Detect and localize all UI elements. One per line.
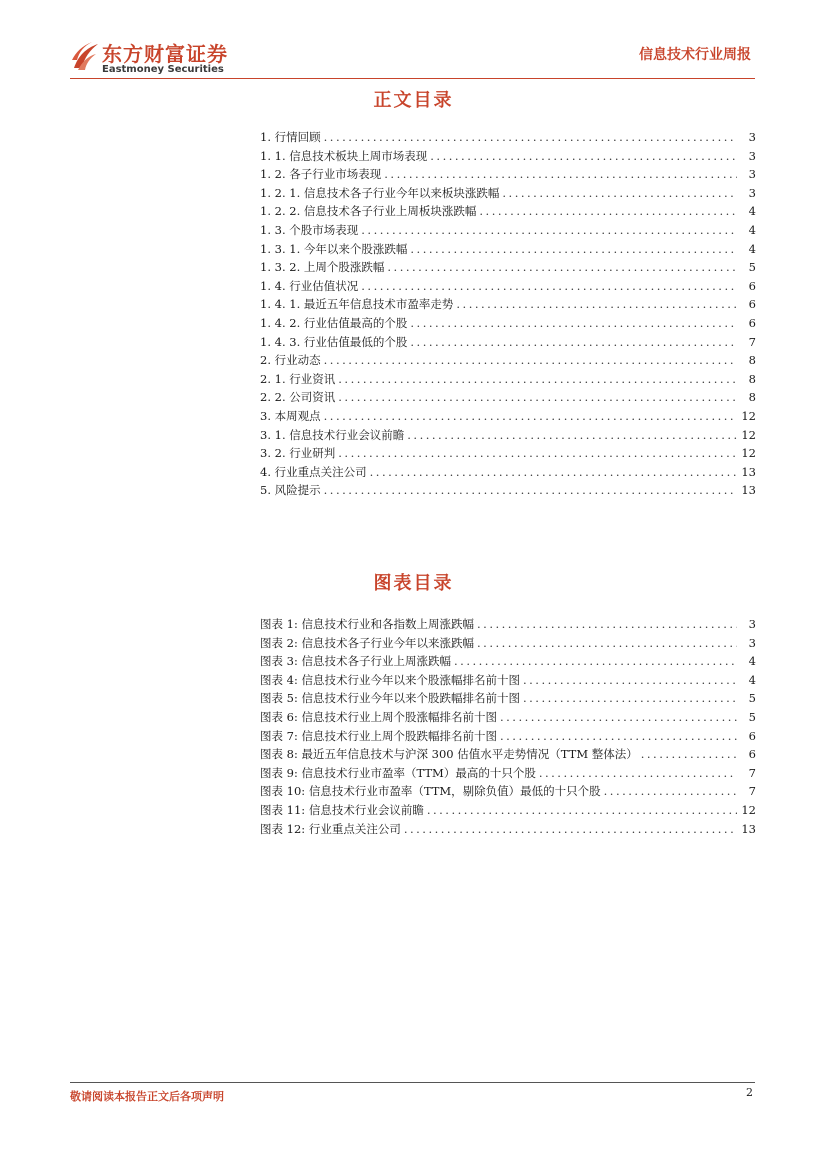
toc-entry-page: 4 bbox=[748, 222, 756, 237]
toc-entry[interactable] bbox=[260, 481, 756, 500]
dot-leader bbox=[338, 370, 737, 389]
toc-entry[interactable] bbox=[260, 463, 756, 482]
toc-entry[interactable] bbox=[260, 184, 756, 203]
toc-entry-label: 2. 2. 公司资讯 bbox=[260, 390, 336, 405]
dot-leader bbox=[410, 314, 737, 333]
figure-entry[interactable] bbox=[260, 820, 756, 839]
dot-leader bbox=[410, 240, 737, 259]
toc-entry-page: 6 bbox=[748, 315, 756, 330]
toc-entry[interactable] bbox=[260, 221, 756, 240]
figure-entry[interactable] bbox=[260, 652, 756, 671]
toc-entry-page: 6 bbox=[748, 278, 756, 293]
toc-entry-label: 3. 1. 信息技术行业会议前瞻 bbox=[260, 427, 405, 442]
dot-leader bbox=[604, 782, 737, 801]
dot-leader bbox=[427, 801, 737, 820]
figure-entry-label: 图表 7: 信息技术行业上周个股跌幅排名前十图 bbox=[260, 728, 497, 743]
toc-entry-page: 13 bbox=[741, 483, 756, 498]
figure-entry-page: 12 bbox=[741, 802, 756, 817]
toc-entry[interactable] bbox=[260, 388, 756, 407]
toc-entry[interactable] bbox=[260, 426, 756, 445]
dot-leader bbox=[324, 481, 737, 500]
figure-entry-label: 图表 2: 信息技术各子行业今年以来涨跌幅 bbox=[260, 635, 475, 650]
toc-entry-label: 1. 2. 2. 信息技术各子行业上周板块涨跌幅 bbox=[260, 204, 477, 219]
figure-entry-label: 图表 5: 信息技术行业今年以来个股跌幅排名前十图 bbox=[260, 691, 520, 706]
toc-entry-label: 1. 2. 各子行业市场表现 bbox=[260, 167, 382, 182]
figure-entry[interactable] bbox=[260, 727, 756, 746]
toc-entry[interactable] bbox=[260, 128, 756, 147]
toc-entry-label: 1. 4. 1. 最近五年信息技术市盈率走势 bbox=[260, 297, 454, 312]
dot-leader bbox=[370, 463, 737, 482]
eastmoney-logo-icon bbox=[70, 38, 102, 74]
toc-entry-label: 1. 3. 2. 上周个股涨跌幅 bbox=[260, 260, 385, 275]
figure-entry-label: 图表 12: 行业重点关注公司 bbox=[260, 821, 401, 836]
dot-leader bbox=[430, 147, 737, 166]
dot-leader bbox=[324, 128, 737, 147]
toc-entry-page: 3 bbox=[748, 148, 756, 163]
toc-entry-label: 2. 1. 行业资讯 bbox=[260, 371, 336, 386]
toc-title: 正文目录 bbox=[373, 90, 454, 111]
dot-leader bbox=[500, 727, 737, 746]
dot-leader bbox=[338, 388, 737, 407]
toc-entry[interactable] bbox=[260, 147, 756, 166]
dot-leader bbox=[387, 258, 737, 277]
logo-chinese-name: 东方财富证券 bbox=[102, 42, 228, 66]
toc-entry-page: 6 bbox=[748, 297, 756, 312]
dot-leader bbox=[384, 165, 737, 184]
figure-entry[interactable] bbox=[260, 634, 756, 653]
figure-entry-label: 图表 8: 最近五年信息技术与沪深 300 估值水平走势情况（TTM 整体法） bbox=[260, 747, 638, 762]
report-type-label: 信息技术行业周报 bbox=[639, 47, 751, 63]
toc-entry[interactable] bbox=[260, 258, 756, 277]
toc-entry-label: 5. 风险提示 bbox=[260, 483, 321, 498]
toc-entry-label: 1. 行情回顾 bbox=[260, 130, 321, 144]
header-divider bbox=[70, 78, 755, 79]
toc-entry[interactable] bbox=[260, 165, 756, 184]
figure-entry[interactable] bbox=[260, 764, 756, 783]
figure-entry-page: 7 bbox=[748, 784, 756, 799]
figure-entry[interactable] bbox=[260, 801, 756, 820]
page-number: 2 bbox=[746, 1086, 753, 1099]
footer-divider bbox=[70, 1082, 755, 1083]
toc-entry[interactable] bbox=[260, 370, 756, 389]
figure-entry[interactable] bbox=[260, 708, 756, 727]
table-of-contents bbox=[260, 128, 756, 500]
toc-entry[interactable] bbox=[260, 444, 756, 463]
dot-leader bbox=[361, 277, 737, 296]
figure-list-title: 图表目录 bbox=[373, 573, 454, 594]
figure-entry-page: 13 bbox=[741, 821, 756, 836]
dot-leader bbox=[404, 820, 737, 839]
toc-entry-label: 1. 4. 行业估值状况 bbox=[260, 278, 359, 293]
toc-entry-page: 13 bbox=[741, 464, 756, 479]
toc-entry[interactable] bbox=[260, 295, 756, 314]
figure-entry-page: 5 bbox=[748, 691, 756, 706]
toc-entry-label: 3. 2. 行业研判 bbox=[260, 446, 336, 461]
dot-leader bbox=[479, 202, 737, 221]
toc-entry-label: 2. 行业动态 bbox=[260, 353, 321, 368]
toc-entry-page: 3 bbox=[748, 167, 756, 182]
figure-entry-page: 3 bbox=[748, 635, 756, 650]
dot-leader bbox=[477, 615, 737, 634]
figure-entry-label: 图表 9: 信息技术行业市盈率（TTM）最高的十只个股 bbox=[260, 765, 536, 780]
figure-entry[interactable] bbox=[260, 782, 756, 801]
toc-entry-label: 1. 3. 1. 今年以来个股涨跌幅 bbox=[260, 241, 408, 256]
figure-entry[interactable] bbox=[260, 615, 756, 634]
toc-entry-page: 7 bbox=[748, 334, 756, 349]
figure-entry-page: 6 bbox=[748, 728, 756, 743]
toc-entry-page: 12 bbox=[741, 446, 756, 461]
toc-entry[interactable] bbox=[260, 314, 756, 333]
toc-entry-page: 8 bbox=[748, 371, 756, 386]
toc-entry-page: 8 bbox=[748, 353, 756, 368]
toc-entry[interactable] bbox=[260, 407, 756, 426]
toc-entry-page: 4 bbox=[748, 241, 756, 256]
figure-entry-label: 图表 4: 信息技术行业今年以来个股涨幅排名前十图 bbox=[260, 672, 520, 687]
figure-entry-label: 图表 6: 信息技术行业上周个股涨幅排名前十图 bbox=[260, 709, 497, 724]
company-logo bbox=[70, 38, 245, 78]
figure-entry-page: 4 bbox=[748, 654, 756, 669]
toc-entry-label: 1. 3. 个股市场表现 bbox=[260, 222, 359, 237]
toc-entry-page: 12 bbox=[741, 427, 756, 442]
dot-leader bbox=[324, 351, 737, 370]
toc-entry-page: 3 bbox=[748, 185, 756, 200]
toc-entry[interactable] bbox=[260, 333, 756, 352]
dot-leader bbox=[641, 745, 737, 764]
dot-leader bbox=[456, 295, 737, 314]
toc-entry[interactable] bbox=[260, 351, 756, 370]
figure-entry-page: 6 bbox=[748, 747, 756, 762]
toc-entry[interactable] bbox=[260, 277, 756, 296]
toc-entry[interactable] bbox=[260, 240, 756, 259]
page-header bbox=[0, 0, 827, 90]
disclaimer-note: 敬请阅读本报告正文后各项声明 bbox=[70, 1090, 224, 1103]
toc-entry-label: 1. 2. 1. 信息技术各子行业今年以来板块涨跌幅 bbox=[260, 185, 500, 200]
figure-entry[interactable] bbox=[260, 671, 756, 690]
toc-entry-label: 1. 4. 2. 行业估值最高的个股 bbox=[260, 315, 408, 330]
figure-entry-page: 4 bbox=[748, 672, 756, 687]
toc-entry-label: 3. 本周观点 bbox=[260, 408, 321, 423]
figure-entry[interactable] bbox=[260, 689, 756, 708]
figure-entry[interactable] bbox=[260, 745, 756, 764]
dot-leader bbox=[361, 221, 737, 240]
figure-entry-label: 图表 1: 信息技术行业和各指数上周涨跌幅 bbox=[260, 617, 475, 631]
dot-leader bbox=[477, 634, 737, 653]
dot-leader bbox=[454, 652, 737, 671]
dot-leader bbox=[502, 184, 737, 203]
dot-leader bbox=[407, 426, 737, 445]
dot-leader bbox=[523, 671, 737, 690]
dot-leader bbox=[523, 689, 737, 708]
dot-leader bbox=[500, 708, 737, 727]
figure-list bbox=[260, 615, 756, 838]
toc-entry-page: 3 bbox=[748, 130, 756, 144]
dot-leader bbox=[539, 764, 737, 783]
toc-entry[interactable] bbox=[260, 202, 756, 221]
toc-entry-label: 4. 行业重点关注公司 bbox=[260, 464, 367, 479]
figure-entry-page: 7 bbox=[748, 765, 756, 780]
toc-entry-label: 1. 1. 信息技术板块上周市场表现 bbox=[260, 148, 428, 163]
logo-english-name: Eastmoney Securities bbox=[102, 64, 224, 75]
dot-leader bbox=[324, 407, 737, 426]
figure-entry-page: 3 bbox=[748, 617, 756, 631]
toc-entry-page: 12 bbox=[741, 408, 756, 423]
dot-leader bbox=[338, 444, 737, 463]
toc-entry-page: 8 bbox=[748, 390, 756, 405]
figure-entry-label: 图表 3: 信息技术各子行业上周涨跌幅 bbox=[260, 654, 452, 669]
toc-entry-page: 5 bbox=[748, 260, 756, 275]
toc-entry-label: 1. 4. 3. 行业估值最低的个股 bbox=[260, 334, 408, 349]
dot-leader bbox=[410, 333, 737, 352]
figure-entry-label: 图表 11: 信息技术行业会议前瞻 bbox=[260, 802, 424, 817]
figure-entry-label: 图表 10: 信息技术行业市盈率（TTM，剔除负值）最低的十只个股 bbox=[260, 784, 601, 799]
toc-entry-page: 4 bbox=[748, 204, 756, 219]
figure-entry-page: 5 bbox=[748, 709, 756, 724]
